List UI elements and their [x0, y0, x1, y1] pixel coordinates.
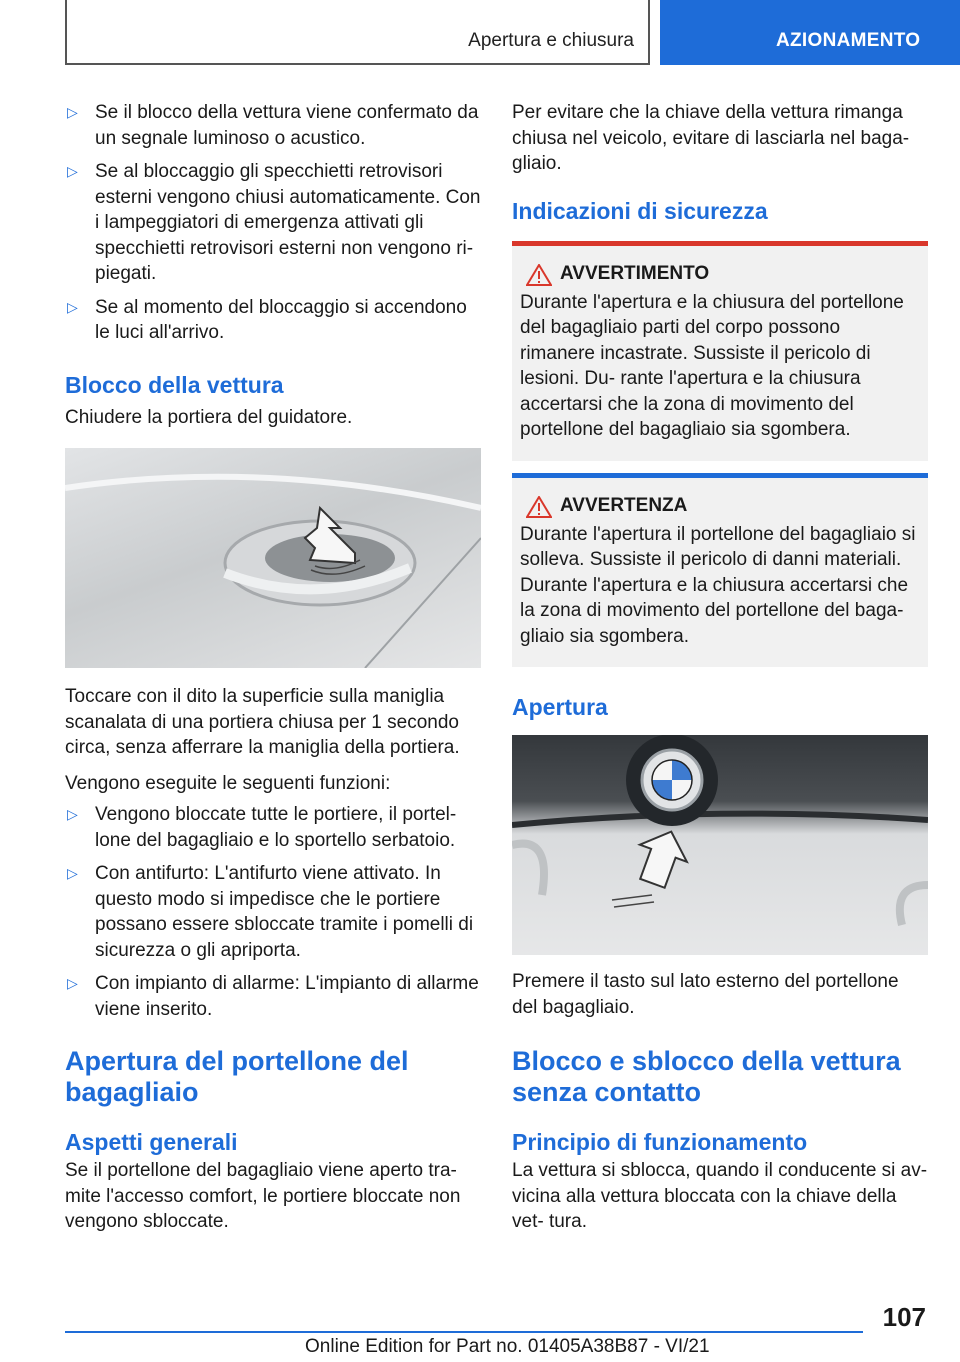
paragraph-aspetti: Se il portellone del bagagliaio viene aperto tra‐ mite l'accesso comfort, le portiere bloccate non vengono sbloccate. [65, 1160, 461, 1232]
list-item: ▷ Se al momento del bloccaggio si accendono le luci all'arrivo. [67, 296, 467, 343]
warning-box-avvertimento [512, 241, 928, 461]
warning-box-avvertenza [512, 473, 928, 668]
trunk-button-image [512, 735, 928, 955]
heading-aspetti-generali: Aspetti generali [65, 1129, 238, 1155]
bullet-list-functions [65, 802, 481, 1022]
footer-divider [65, 1331, 863, 1333]
paragraph-functions: Vengono eseguite le seguenti funzioni: [65, 772, 391, 794]
triangle-bullet-icon: ▷ [67, 298, 78, 315]
section-title: Apertura e chiusura [468, 30, 634, 51]
trunk-button-illustration [512, 735, 928, 955]
list-item: ▷ Se al bloccaggio gli specchietti retrovisori esterni vengono chiusi automaticamente. Con i lampeggiatori di emergenza attivati gli specchietti retrovisori esterni non vengono ri‐ piegati. [67, 161, 481, 284]
warning-text: Durante l'apertura il portellone del bagagliaio si solleva. Sussiste il pericolo di danni materiali. Durante l'apertura e la chiusura accertarsi che la zona di movimento del portellone del baga‐ gliaio sia sgombera. [520, 523, 916, 647]
door-handle-illustration [65, 448, 481, 668]
warning-title: AVVERTIMENTO [520, 262, 920, 286]
warning-text: Durante l'apertura e la chiusura del portellone del bagagliaio parti del corpo possono rimanere incastrate. Sussiste il pericolo di lesioni. Du‐ rante l'apertura e la chiusura accertarsi che la zona di movimento del portellone del bagagliaio sia sgombera. [520, 291, 904, 440]
heading-indicazioni-sicurezza: Indicazioni di sicurezza [512, 197, 768, 224]
heading-blocco-vettura: Blocco della vettura [65, 371, 284, 398]
paragraph-key-warning: Per evitare che la chiave della vettura rimanga chiusa nel veicolo, evitare di lasciarla nel baga‐ gliaio. [512, 102, 910, 174]
page-number: 107 [882, 1302, 926, 1332]
left-column [65, 100, 481, 1235]
triangle-bullet-icon: ▷ [67, 865, 78, 881]
footer-edition: Online Edition for Part no. 01405A38B87 - VI/21 [305, 1336, 710, 1357]
right-column [512, 100, 928, 1235]
paragraph-press-button: Premere il tasto sul lato esterno del portellone del bagagliaio. [512, 971, 899, 1018]
door-handle-image [65, 448, 481, 668]
paragraph-principio: La vettura si sblocca, quando il conducente si av‐ vicina alla vettura bloccata con la chiave della vet‐ tura. [512, 1160, 928, 1232]
list-item: ▷ Vengono bloccate tutte le portiere, il portel‐ lone del bagagliaio e lo sportello serbatoio. [67, 804, 457, 851]
bullet-list-confirmation [65, 100, 481, 346]
list-item: ▷ Con impianto di allarme: L'impianto di allarme viene inserito. [67, 973, 479, 1020]
triangle-bullet-icon: ▷ [67, 104, 78, 120]
triangle-bullet-icon: ▷ [67, 975, 78, 991]
paragraph-close-door: Chiudere la portiera del guidatore. [65, 406, 353, 428]
chapter-title: AZIONAMENTO [776, 30, 921, 51]
header-section-box [65, 0, 650, 65]
paragraph-touch-handle: Toccare con il dito la superficie sulla maniglia scanalata di una portiera chiusa per 1 secondo circa, senza afferrare la maniglia della portiera. [65, 686, 460, 758]
list-item: ▷ Se il blocco della vettura viene confermato da un segnale luminoso o acustico. [67, 102, 479, 149]
triangle-bullet-icon: ▷ [67, 163, 78, 179]
heading-apertura: Apertura [512, 694, 608, 720]
warning-triangle-icon [526, 264, 552, 286]
heading-principio: Principio di funzionamento [512, 1129, 808, 1155]
list-item: ▷ Con antifurto: L'antifurto viene attivato. In questo modo si impedisce che le portiere possano essere sbloccate tramite i pomelli di sicurezza o gli apriporta. [67, 863, 474, 961]
heading-apertura-portellone: Apertura del portellone del bagagliaio [65, 1046, 409, 1107]
heading-senza-contatto: Blocco e sblocco della vettura senza contatto [512, 1046, 901, 1107]
triangle-bullet-icon: ▷ [67, 806, 78, 822]
warning-triangle-icon [526, 496, 552, 518]
warning-title: AVVERTENZA [520, 494, 920, 518]
